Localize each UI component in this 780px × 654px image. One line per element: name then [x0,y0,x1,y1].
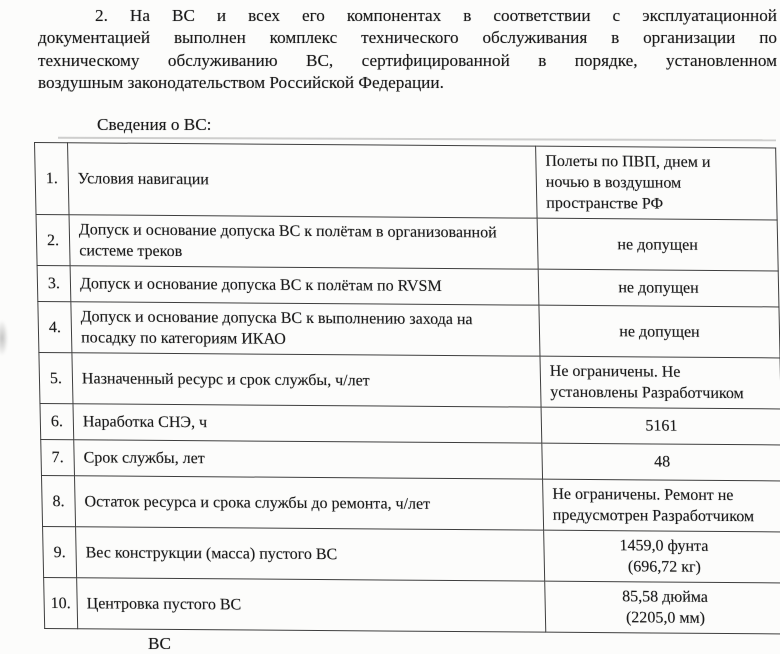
row-number: 7. [41,440,75,476]
row-value: не допущен [539,305,780,358]
next-paragraph-fragment: ВС [148,634,171,653]
row-label: Допуск и основание допуска ВС к полётам в организованной системе треков [69,215,538,269]
row-label: Вес конструкции (масса) пустого ВС [76,527,545,581]
paragraph-line: техническому обслуживанию ВС, сертифицированной в порядке, установленном [38,50,777,70]
scan-ghost-line [58,137,776,142]
row-value: не допущен [537,218,778,271]
row-number: 1. [35,143,70,215]
row-value: не допущен [538,269,779,307]
row-label: Наработка СНЭ, ч [73,404,542,443]
table-row [41,476,780,532]
row-label: Остаток ресурса и срока службы до ремонта, ч/лет [74,476,543,530]
table-row [39,353,780,409]
table-caption: Сведения о ВС: [97,115,212,134]
row-value: 1459,0 фунта (696,72 кг) [544,530,780,583]
row-value: Не ограничены. Ремонт не предусмотрен Разработчиком [543,479,780,532]
row-label: Условия навигации [68,143,538,218]
table-row [40,404,780,445]
row-label: Срок службы, лет [74,440,543,479]
row-label: Допуск и основание допуска ВС к выполнению захода на посадку по категориям ИКАО [71,302,540,356]
row-label: Центровка пустого ВС [77,578,546,632]
paragraph-line: документацией выполнен комплекс технического обслуживания в организации по [38,28,777,48]
paragraph-line: воздушным законодательством Российской Федерации. [38,73,444,93]
row-value: 48 [542,443,780,481]
row-label: Допуск и основание допуска ВС к полётам по RVSM [70,266,539,305]
row-number: 9. [43,527,77,578]
aircraft-info-table-body [35,143,780,634]
table-row [38,302,780,358]
scan-smudge [0,320,8,356]
row-number: 8. [41,476,75,527]
row-value: 85,58 дюйма (2205,0 мм) [545,581,780,634]
table-row [35,143,778,220]
row-number: 2. [36,215,70,266]
table-row [36,215,778,271]
row-label: Назначенный ресурс и срок службы, ч/лет [72,353,541,407]
paragraph-line: 2. На ВС и всех его компонентах в соответствии с эксплуатационной [95,6,777,25]
table-row [44,578,780,634]
paragraph-2 [38,5,777,95]
row-number: 3. [37,266,71,302]
aircraft-info-table [34,142,780,634]
table-row [37,266,779,307]
table-row [41,440,780,481]
row-number: 4. [38,302,72,353]
row-number: 10. [44,578,78,629]
row-value: 5161 [541,407,780,445]
row-number: 5. [39,353,73,404]
row-value: Не ограничены. Не установлены Разработчиком [540,356,780,409]
table-row [43,527,780,583]
row-number: 6. [40,404,74,440]
row-value: Полеты по ПВП, днем и ночью в воздушном пространстве РФ [536,146,778,220]
